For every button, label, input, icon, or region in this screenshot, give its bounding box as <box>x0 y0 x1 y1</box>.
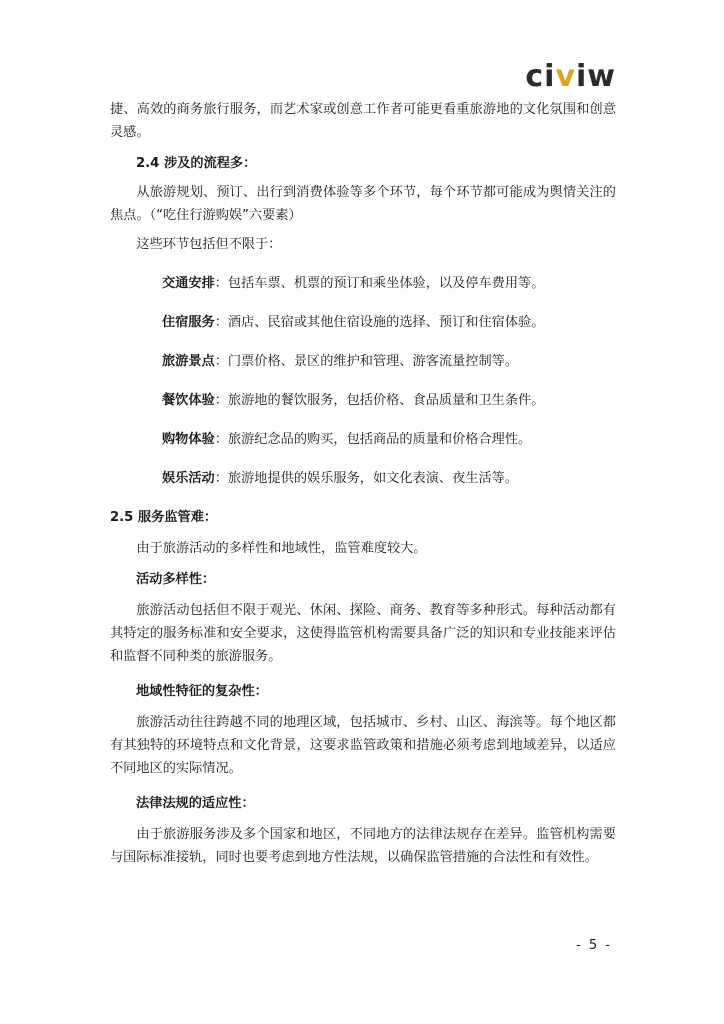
list-item-attractions: 旅游景点：门票价格、景区的维护和管理、游客流量控制等。 <box>162 354 519 369</box>
regional-complexity-paragraph: 旅游活动往往跨越不同的地理区域，包括城市、乡村、山区、海滨等。每个地区都有其独特的环境特点和文化背景，这要求监管政策和措施必须考虑到地域差异，以适应不同地区的实际情况。 <box>110 715 616 776</box>
list-item-lodging: 住宿服务：酒店、民宿或其他住宿设施的选择、预订和住宿体验。 <box>162 315 545 330</box>
list-item-shopping: 购物体验：旅游纪念品的购买，包括商品的质量和价格合理性。 <box>162 432 532 447</box>
section-2-4-heading: 2.4 涉及的流程多： <box>136 156 257 171</box>
list-item-transport: 交通安排：包括车票、机票的预订和乘坐体验，以及停车费用等。 <box>162 276 545 291</box>
civiw-logo: civiw <box>525 59 616 94</box>
section-2-4-lead: 这些环节包括但不限于： <box>136 237 282 252</box>
section-2-5-heading: 2.5 服务监管难： <box>110 510 218 525</box>
legal-adaptability-paragraph: 由于旅游服务涉及多个国家和地区，不同地方的法律法规存在差异。监管机构需要与国际标准接轨，同时也要考虑到地方性法规，以确保监管措施的合法性和有效性。 <box>110 827 616 865</box>
document-body <box>110 98 616 869</box>
page-number: - 5 - <box>576 938 612 953</box>
activity-diversity-heading: 活动多样性： <box>136 572 216 587</box>
list-item-dining: 餐饮体验：旅游地的餐饮服务，包括价格、食品质量和卫生条件。 <box>162 393 545 408</box>
list-item-entertainment: 娱乐活动：旅游地提供的娱乐服务，如文化表演、夜生活等。 <box>162 471 519 486</box>
intro-paragraph: 捷、高效的商务旅行服务，而艺术家或创意工作者可能更看重旅游地的文化氛围和创意灵感。 <box>110 102 616 140</box>
activity-diversity-paragraph: 旅游活动包括但不限于观光、休闲、探险、商务、教育等多种形式。每种活动都有其特定的服务标准和安全要求，这使得监管机构需要具备广泛的知识和专业技能来评估和监督不同种类的旅游服务。 <box>110 603 616 664</box>
regional-complexity-heading: 地域性特征的复杂性： <box>136 684 268 699</box>
legal-adaptability-heading: 法律法规的适应性： <box>136 796 255 811</box>
section-2-4-paragraph: 从旅游规划、预订、出行到消费体验等多个环节，每个环节都可能成为舆情关注的焦点。（“吃住行游购娱”六要素） <box>110 185 616 223</box>
section-2-5-paragraph: 由于旅游活动的多样性和地域性，监管难度较大。 <box>136 541 427 556</box>
